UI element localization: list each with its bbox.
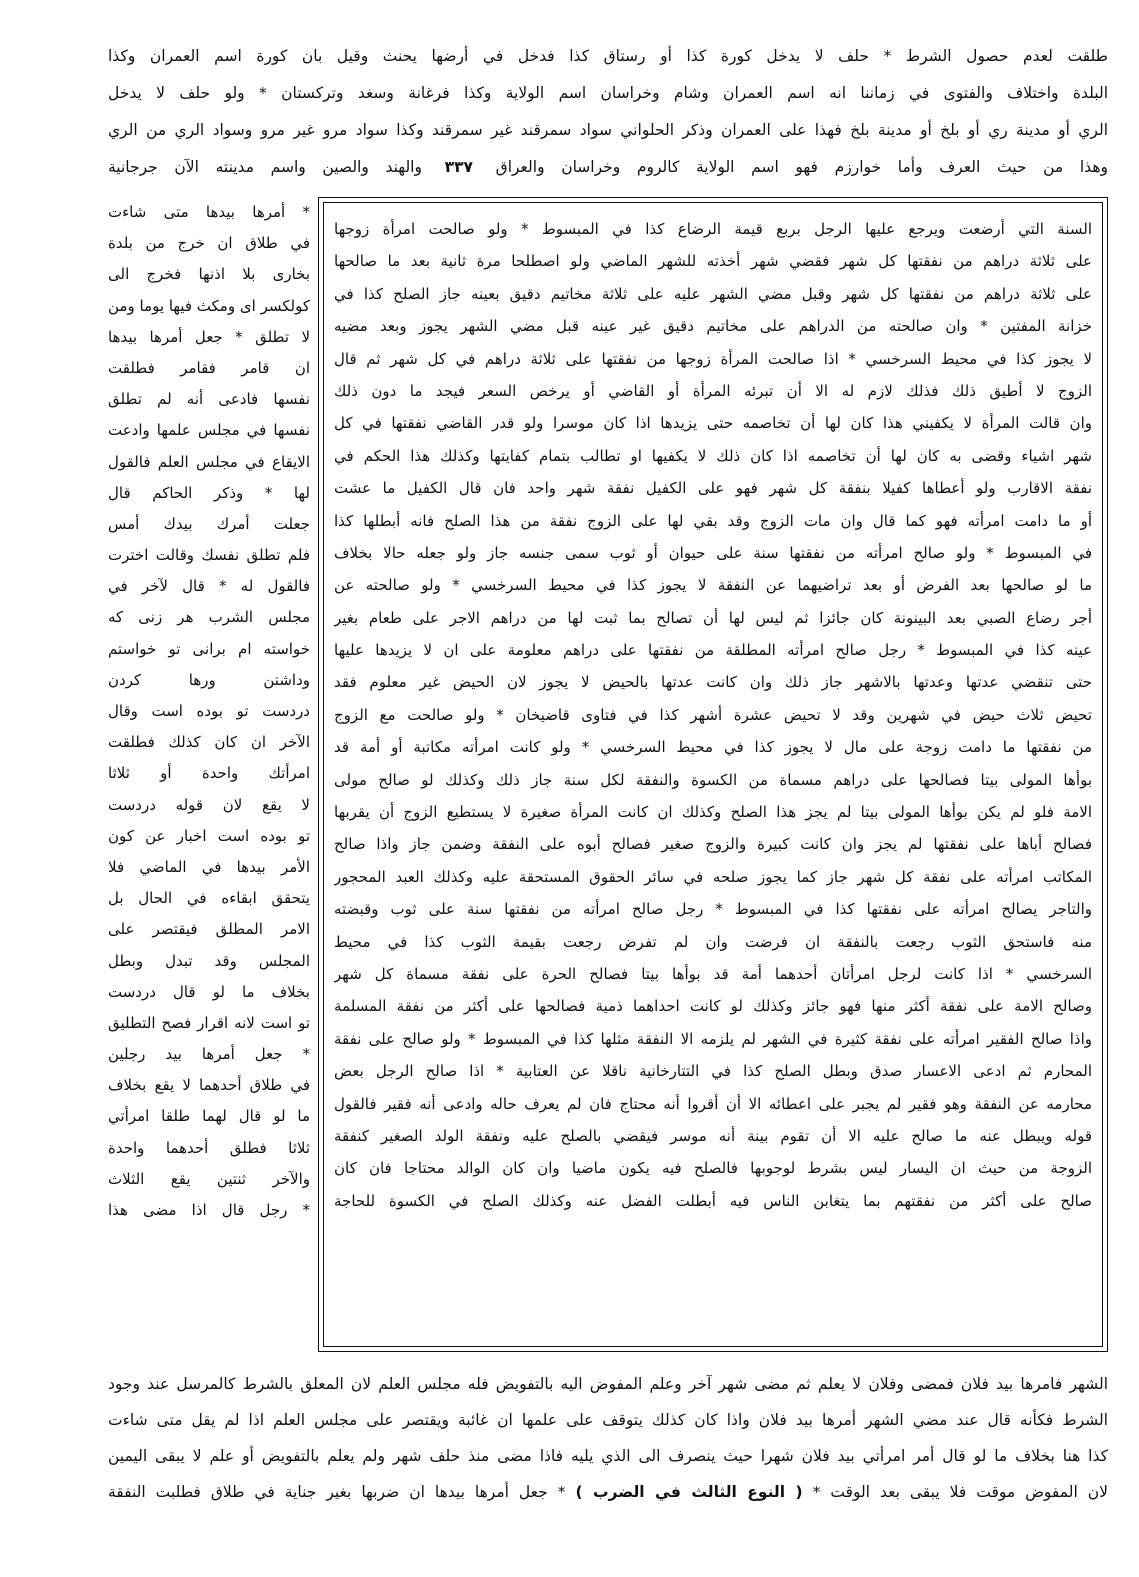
main-line: المكاتب امرأته على نفقة كل شهر جاز كما يجوز صلحه في سائر الحقوق المستحقة عليه وكذلك العبد المحجور (334, 867, 1092, 886)
section-heading: ( النوع الثالث في الضرب ) (575, 1483, 803, 1501)
main-line: وان قالت المرأة لا يكفيني هذا كان لها أن تخاصمه حتى يزيدها اذا كان موسرا ولو قدر القاضي نفقتها في كل (334, 414, 1092, 433)
side-line: يتحقق ابقاءه في الحال بل (108, 889, 310, 908)
top-text-block (108, 38, 1108, 190)
bottom-line: كذا هنا بخلاف ما لو قال أمر امرأتي بيد فلان شهرا حيث ينصرف الى الذي يليه فاذا مضى منذ حلف شهر ولم يعلم بالتفويض أو علم لا يبقى اليمين (108, 1447, 1108, 1465)
side-line: * أمرها بيدها متى شاءت (108, 203, 310, 221)
side-line: تو است لانه اقرار فصح التطليق (108, 1013, 310, 1032)
side-line: الآخر ان كان كذلك فطلقت (108, 733, 310, 752)
main-line: على ثلاثة دراهم من نفقتها كل شهر فقضي شهر أخذته للشهر الماضي ولو اصطلحا مرة ثانية بعد ما صالحها (334, 252, 1092, 271)
main-text-body (323, 202, 1103, 1347)
side-line: ان قامر فقامر فطلقت (108, 358, 310, 377)
main-line (334, 1250, 1092, 1282)
side-line: لها * وذكر الحاكم قال (108, 483, 310, 502)
main-line (334, 1282, 1092, 1314)
side-line: * جعل أمرها بيد رجلين (108, 1045, 310, 1064)
side-line: لا يقع لان قوله دردست (108, 795, 310, 814)
side-line: تو بوده است اخبار عن كون (108, 826, 310, 845)
main-line: ما لو صالحها بعد الفرض أو بعد تراضيهما عن النفقة لا يجوز كذا في محيط السرخسي * ولو صالحته عن (334, 576, 1092, 595)
bottom-line-part: لان المفوض موقت فلا يبقى بعد الوقت * (812, 1483, 1108, 1501)
side-line: وداشتن ورها كردن (108, 670, 310, 689)
side-line: الامر المطلق فيقتصر على (108, 920, 310, 939)
side-line: فالقول له * قال لآخر في (108, 577, 310, 596)
main-line: عينه كذا في المبسوط * رجل صالح امرأته المطلقة من نفقتها على دراهم معلومة على ان لا يزيدها عليها (334, 641, 1092, 660)
main-line: أجر رضاع الصبي بعد البينونة كان جائزا ثم ليس لها أن تصالح بما ثبت لها من دراهم الاجر على طعام بغير (334, 608, 1092, 627)
bottom-line: الشرط فكأنه قال عند مضي الشهر أمرها بيد فلان واذا كان كذلك يتوقف على علمها ان غائبة ويقتصر على مجلس العلم اذا لم يقل متى شاءت (108, 1411, 1108, 1429)
side-line: الأمر بيدها في الماضي فلا (108, 857, 310, 876)
main-line: شهر اشياء وقضى به كان لها أن تخاصمه اذا كان ذلك لا يكفيها او تطالب بتمام كفايتها وكذلك هذا الحكم في (334, 446, 1092, 465)
main-line: صالح على أكثر من نفقتهم بما يتغابن الناس فيه أبطلت الفضل عنه وكذلك الصلح في الكسوة للحاجة (334, 1191, 1092, 1210)
top-line: طلقت لعدم حصول الشرط * حلف لا يدخل كورة كذا أو رستاق كذا فدخل في أرضها يحنث وقيل بان كورة اسم العمران وكذا (108, 47, 1108, 65)
side-line: امرأتك واحدة أو ثلاثا (108, 764, 310, 783)
side-line: المجلس وقد تبدل وبطل (108, 951, 310, 970)
main-line: حتى تنقضي عدتها وعدتها بالاشهر جاز ذلك وان كانت عدتها بالحيض لا يجوز لان الحيض غير معلوم فقد (334, 673, 1092, 692)
main-line: محارمه عن النفقة وهو فقير لم يجبر على اعطائه الا أن أقروا أنه محتاج فان لم يعرف حاله وادعى أنه فقير فالقول (334, 1094, 1092, 1113)
side-line: فلم تطلق نفسك وقالت اخترت (108, 546, 310, 565)
side-line: * رجل قال اذا مضى هذا (108, 1201, 310, 1219)
main-line: الامة فلو لم يكن بوأها المولى بيتا لم يجز هذا الصلح وكذلك ان كانت المرأة صغيرة لا يستطيع الزوج أن يقربها (334, 803, 1092, 822)
main-text-frame (318, 197, 1108, 1352)
top-line (108, 149, 1108, 186)
top-line: الري أو مدينة ري أو بلخ أو مدينة بلخ فهذا على العمران وذكر الحلواني سواد سمرقند غير سمرقند وكذا سواد مرو غير مرو وسواد الري من الري (108, 121, 1108, 139)
side-line: لا تطلق * جعل أمرها بيدها (108, 327, 310, 346)
side-line: نفسها فادعى أنه لم تطلق (108, 390, 310, 409)
bottom-line-part: * جعل أمرها بيدها ان ضربها بغير جناية في طلاق فطلبت النفقة (108, 1483, 566, 1501)
main-line: الزوج لا أطيق ذلك فذلك لازم له الا أن تبرئه المرأة أو القاضي أو يرخص السعر فيجد ما دون ذلك (334, 381, 1092, 400)
top-line-part: وهذا من حيث العرف وأما خوارزم فهو اسم الولاية كالروم وخراسان والعراق (495, 158, 1108, 176)
side-line: بخارى بلا اذنها فخرج الى (108, 265, 310, 284)
main-line (334, 1314, 1092, 1346)
main-line: نفقة الاقارب ولو أعطاها كفيلا بنفقة كل شهر فهو على الكفيل نفقة شهر واحد فان قال الكفيل ما عشت (334, 479, 1092, 498)
bottom-line: الشهر فامرها بيد فلان فمضى وفلان لا يعلم ثم مضى شهر آخر وعلم المفوض اليه بالتفويض فله مجلس العلم لان المعلق بالشرط كالمرسل عند وجود (108, 1375, 1108, 1393)
side-line: والآخر ثنتين يقع الثلاث (108, 1169, 310, 1188)
bottom-text-block (108, 1366, 1108, 1546)
main-line: لا يجوز كذا في محيط السرخسي * اذا صالحت المرأة زوجها من نفقتها على ثلاثة دراهم في كل شهر ثم قال (334, 349, 1092, 368)
side-line: في طلاق أحدهما لا يقع بخلاف (108, 1076, 310, 1095)
main-line: فصالح أباها على نفقتها لم يجز وان كانت كبيرة والزوج صغير فصالح أبوه على النفقة وضمن جاز واذا صالح (334, 835, 1092, 854)
main-line: قوله ويبطل عنه ما صالح عليه الا أن تقوم بينة أنه موسر فيقضي بالصلح عليه ونفقة الولد الصغير كنفقة (334, 1126, 1092, 1145)
main-line: على ثلاثة دراهم من نفقتها كل شهر وقبل مضي الشهر عليه على ثلاثة مخاتيم دقيق بعينه جاز الصلح كذا في (334, 284, 1092, 303)
main-line: المحارم ثم ادعى الاعسار صدق وبطل الصلح كذا في التتارخانية ناقلا عن العتابية * اذا صالح الرجل بعض (334, 1062, 1092, 1081)
main-line: السنة التي أرضعت ويرجع عليها الرجل بربع قيمة الرضاع كذا في المبسوط * ولو صالحت امرأة زوجها (334, 220, 1092, 238)
side-line: مجلس الشرب هر زنى كه (108, 608, 310, 627)
side-line: في طلاق ان خرج من بلدة (108, 234, 310, 253)
page-number: ٣٣٧ (444, 158, 474, 176)
main-line: الزوجة من حيث ان اليسار ليس بشرط لوجوبها فالصلح فيه يكون ماضيا وان كان الوالد محتاجا فان كان (334, 1159, 1092, 1178)
main-line: خزانة المفتين * وان صالحته من الدراهم على مخاتيم دقيق غير عينه قبل مضي الشهر يجوز وبعد مضيه (334, 317, 1092, 336)
top-line: البلدة واختلاف والفتوى في زماننا انه اسم العمران وشام وخراسان اسم الولاية وكذا فرغانة وسغد وتركستان * ولو حلف لا يدخل (108, 84, 1108, 102)
side-line: نفسها في مجلس علمها وادعت (108, 421, 310, 440)
main-line (334, 1217, 1092, 1249)
side-line: خواسته ام برانى تو خواستم (108, 639, 310, 658)
side-line: ما لو قال لهما طلقا امرأتي (108, 1107, 310, 1126)
top-line-part: والهند والصين واسم مدينته الآن جرجانية (108, 158, 422, 176)
side-commentary-column (108, 197, 310, 1352)
main-line: والتاجر يصالح امرأته على نفقتها كذا في المبسوط * رجل صالح امرأته من نفقتها سنة على ثوب وقبضته (334, 900, 1092, 919)
side-line: دردست تو بوده است وقال (108, 702, 310, 720)
main-line: من نفقتها ما دامت زوجة على مال لا يجوز كذا في محيط السرخسي * ولو كانت امرأته مكاتبة أو أمة قد (334, 738, 1092, 757)
main-line: السرخسي * اذا كانت لرجل امرأتان أحدهما أمة قد بوأها بيتا فصالح الحرة على نفقة مسماة كل شهر (334, 964, 1092, 983)
main-line: تحيض ثلاث حيض في شهرين وقد لا تحيض عشرة أشهر كذا في فتاوى قاضيخان * ولو صالحت مع الزوج (334, 705, 1092, 724)
main-line: وصالح الامة على نفقة أكثر منها فهو جائز وكذلك لو كانت احداهما ذمية فصالحها على أكثر من نفقة المسلمة (334, 997, 1092, 1016)
side-line: ثلاثا فطلق أحدهما واحدة (108, 1138, 310, 1157)
side-line: جعلت أمرك بيدك أمس (108, 514, 310, 533)
main-line: أو ما دامت امرأته فهو كما قال وان مات الزوج وقد بقي لها على الزوج نفقة من هذا الصلح فانه أبطلها كذا (334, 511, 1092, 530)
main-line: واذا صالح الفقير امرأته على نفقة كثيرة في الشهر لم يلزمه الا النفقة مثلها كذا في المبسوط * ولو صالح على نفقة (334, 1029, 1092, 1048)
main-line: بوأها المولى بيتا فصالحها على دراهم مسماة من الكسوة والنفقة لكل سنة جاز ذلك وكذلك لو صالح مولى (334, 770, 1092, 789)
side-line: الايقاع في مجلس العلم فالقول (108, 452, 310, 471)
main-line: منه فاستحق الثوب رجعت بالنفقة ان فرضت وان لم تفرض رجعت بقيمة الثوب كذا في محيط (334, 932, 1092, 951)
main-line: في المبسوط * ولو صالح امرأته من نفقتها سنة على حيوان أو ثوب سمى جنسه جاز ولو جعله حالا بخلاف (334, 543, 1092, 562)
bottom-line (108, 1474, 1108, 1510)
side-line: بخلاف ما لو قال دردست (108, 982, 310, 1001)
side-line: كولكسر اى ومكث فيها يوما ومن (108, 296, 310, 315)
